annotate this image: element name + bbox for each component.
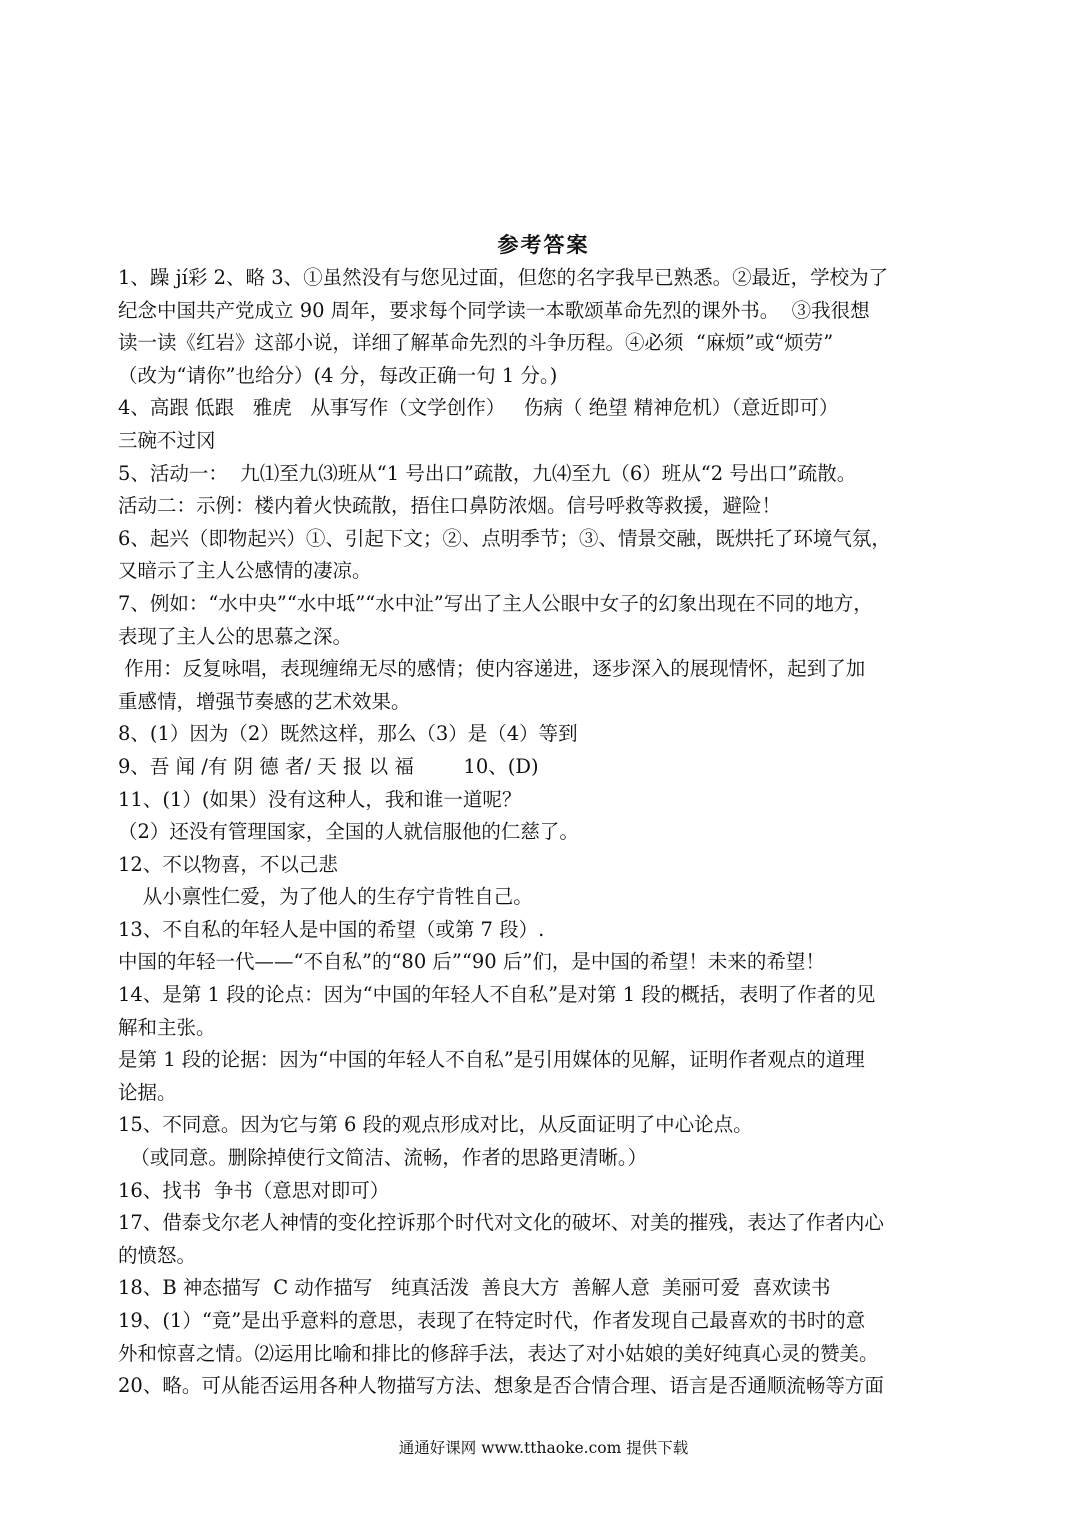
answer-line: 又暗示了主人公感情的凄凉。: [118, 559, 372, 583]
answer-line: 7、例如：“水中央”“水中坻”“水中沚”写出了主人公眼中女子的幻象出现在不同的地方，: [118, 591, 873, 615]
answer-content: [118, 262, 980, 1403]
answer-line: 15、不同意。因为它与第 6 段的观点形成对比，从反面证明了中心论点。: [118, 1113, 753, 1137]
answer-line: 20、略。可从能否运用各种人物描写方法、想象是否合情合理、语言是否通顺流畅等方面: [118, 1374, 884, 1398]
answer-line: 读一读《红岩》这部小说，详细了解革命先烈的斗争历程。④必须 “麻烦”或“烦劳”: [118, 331, 834, 355]
answer-line: 是第 1 段的论据：因为“中国的年轻人不自私”是引用媒体的见解，证明作者观点的道理: [118, 1048, 865, 1072]
answer-line: 13、不自私的年轻人是中国的希望（或第 7 段）.: [118, 917, 545, 941]
page-title: 参考答案: [497, 232, 590, 257]
answer-line: 1、躁 jí彩 2、略 3、①虽然没有与您见过面，但您的名字我早已熟悉。②最近，学校为了: [118, 266, 889, 289]
answer-line: 表现了主人公的思慕之深。: [118, 624, 353, 648]
answer-line: 14、是第 1 段的论点：因为“中国的年轻人不自私”是对第 1 段的概括，表明了作者的见: [118, 983, 876, 1007]
answer-line: （2）还没有管理国家，全国的人就信服他的仁慈了。: [118, 820, 579, 844]
answer-line: 12、不以物喜，不以己悲: [118, 852, 338, 876]
answer-line: 19、(1）“竟”是出乎意料的意思，表现了在特定时代，作者发现自己最喜欢的书时的意: [118, 1309, 866, 1332]
answer-line: （或同意。删除掉使行文简洁、流畅，作者的思路更清晰。）: [118, 1146, 648, 1170]
answer-line: 解和主张。: [118, 1015, 216, 1039]
answer-line: 18、B 神态描写 C 动作描写 纯真活泼 善良大方 善解人意 美丽可爱 喜欢读书: [118, 1276, 831, 1300]
answer-line: 16、找书 争书（意思对即可）: [118, 1178, 390, 1202]
answer-line: 8、(1）因为（2）既然这样，那么（3）是（4）等到: [118, 722, 578, 746]
answer-line: 活动二：示例：楼内着火快疏散，捂住口鼻防浓烟。信号呼救等救援，避险！: [118, 494, 782, 518]
answer-line: 5、活动一： 九⑴至九⑶班从“1 号出口”疏散，九⑷至九（6）班从“2 号出口”疏散。: [118, 461, 857, 485]
answer-line: 9、吾 闻 /有 阴 德 者/ 天 报 以 福 10、(D): [118, 754, 539, 778]
answer-line: 从小禀性仁爱，为了他人的生存宁肯牲自己。: [118, 885, 533, 909]
answer-line: 论据。: [118, 1080, 177, 1104]
answer-line: 中国的年轻一代——“不自私”的“80 后”“90 后”们，是中国的希望！未来的希望！: [118, 950, 825, 974]
answer-line: 重感情，增强节奏感的艺术效果。: [118, 689, 411, 713]
answer-line: 外和惊喜之情。⑵运用比喻和排比的修辞手法，表达了对小姑娘的美好纯真心灵的赞美。: [118, 1341, 879, 1365]
answer-line: 的愤怒。: [118, 1243, 197, 1267]
answer-line: 三碗不过冈: [118, 428, 216, 452]
answer-line: 纪念中国共产党成立 90 周年，要求每个同学读一本歌颂革命先烈的课外书。 ③我很想: [118, 298, 870, 322]
answer-line: 17、借泰戈尔老人神情的变化控诉那个时代对文化的破坏、对美的摧残，表达了作者内心: [118, 1211, 884, 1235]
page-footer: 通通好课网 www.tthaoke.com 提供下载: [398, 1439, 689, 1457]
answer-line: （改为“请你”也给分）(4 分，每改正确一句 1 分。): [118, 363, 558, 387]
answer-line: 11、(1）(如果）没有这种人，我和谁一道呢？: [118, 787, 522, 811]
answer-line: 6、起兴（即物起兴）①、引起下文；②、点明季节；③、情景交融，既烘托了环境气氛，: [118, 526, 891, 550]
answer-line: 4、高跟 低跟 雅虎 从事写作（文学创作） 伤病（ 绝望 精神危机）（意近即可）: [118, 396, 839, 420]
answer-line: 作用：反复咏唱，表现缠绵无尽的感情；使内容递进，逐步深入的展现情怀，起到了加: [118, 657, 866, 681]
